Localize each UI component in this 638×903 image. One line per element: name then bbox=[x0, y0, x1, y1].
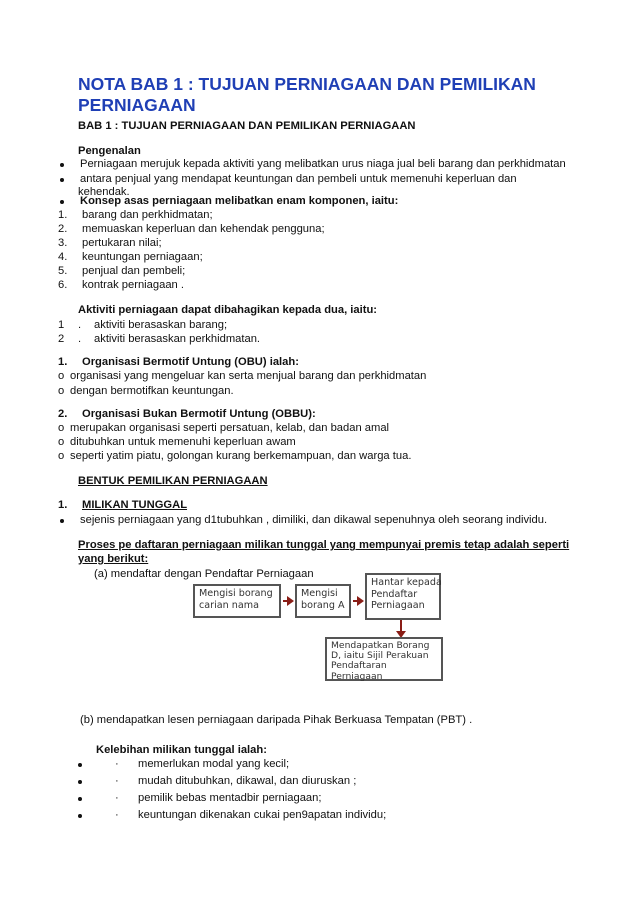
list-number: 1. bbox=[58, 356, 68, 368]
obu-item: organisasi yang mengeluar kan serta menjual barang dan perkhidmatan bbox=[70, 370, 427, 382]
flow-box-text: D, iaitu Sijil Perakuan bbox=[331, 650, 429, 662]
registration-flowchart bbox=[193, 571, 445, 681]
pengenalan-line: Perniagaan merujuk kepada aktiviti yang melibatkan urus niaga jual beli barang dan perkhidmatan bbox=[80, 158, 566, 170]
kelebihan-heading: Kelebihan milikan tunggal ialah: bbox=[96, 744, 267, 756]
bullet-icon bbox=[78, 763, 82, 767]
list-number: 5. bbox=[58, 265, 68, 277]
flow-box-borang-d bbox=[325, 637, 443, 681]
flow-box-text: Mengisi borang bbox=[199, 588, 273, 599]
list-number: 1 bbox=[58, 319, 65, 331]
list-number: 6. bbox=[58, 279, 68, 291]
konsep-heading: Konsep asas perniagaan melibatkan enam komponen, iaitu: bbox=[80, 195, 399, 207]
pengenalan-line: antara penjual yang mendapat keuntungan dan pembeli untuk memenuhi keperluan dan bbox=[80, 173, 517, 185]
mid-dot: · bbox=[115, 758, 119, 770]
circle-bullet-icon: o bbox=[58, 422, 65, 434]
list-item: pertukaran nilai; bbox=[82, 237, 162, 249]
list-item: keuntungan perniagaan; bbox=[82, 251, 203, 263]
kelebihan-item: memerlukan modal yang kecil; bbox=[138, 758, 290, 770]
obbu-item: seperti yatim piatu, golongan kurang berkemampuan, dan warga tua. bbox=[70, 450, 412, 462]
flow-box-text: borang A bbox=[301, 599, 345, 611]
bentuk-heading: BENTUK PEMILIKAN PERNIAGAAN bbox=[78, 475, 268, 487]
kelebihan-item: keuntungan dikenakan cukai pen9apatan individu; bbox=[138, 809, 387, 821]
bullet-icon bbox=[78, 797, 82, 801]
proses-heading: Proses pe daftaran perniagaan milikan tunggal yang mempunyai premis tetap adalah seperti bbox=[78, 539, 570, 551]
flow-box-text: Perniagaan bbox=[371, 600, 425, 611]
mid-dot: · bbox=[115, 792, 119, 804]
document-subtitle: BAB 1 : TUJUAN PERNIAGAAN DAN PEMILIKAN PERNIAGAAN bbox=[78, 120, 416, 132]
list-item: kontrak perniagaan . bbox=[82, 279, 184, 291]
bullet-icon bbox=[60, 178, 64, 182]
flow-box-text: Hantar kepada bbox=[371, 577, 442, 588]
circle-bullet-icon: o bbox=[58, 450, 65, 462]
list-dot: . bbox=[78, 319, 82, 331]
milikan-tunggal-heading: MILIKAN TUNGGAL bbox=[82, 499, 188, 511]
flow-box-text: Mengisi bbox=[301, 588, 338, 599]
bullet-icon bbox=[60, 519, 64, 523]
list-item: penjual dan pembeli; bbox=[82, 265, 186, 277]
list-item: barang dan perkhidmatan; bbox=[82, 209, 213, 221]
proses-heading-cont: yang berikut: bbox=[78, 553, 149, 565]
obbu-item: ditubuhkan untuk memenuhi keperluan awam bbox=[70, 436, 296, 448]
list-number: 1. bbox=[58, 499, 68, 511]
pengenalan-line: kehendak. bbox=[78, 186, 130, 198]
obbu-item: merupakan organisasi seperti persatuan, kelab, dan badan amal bbox=[70, 422, 390, 434]
obbu-heading: Organisasi Bukan Bermotif Untung (OBBU): bbox=[82, 408, 316, 420]
flow-box-text: carian nama bbox=[199, 599, 259, 611]
flow-arrow bbox=[353, 600, 358, 602]
list-item: aktiviti berasaskan barang; bbox=[94, 319, 228, 331]
list-item: memuaskan keperluan dan kehendak pengguna; bbox=[82, 223, 325, 235]
flow-arrow bbox=[400, 620, 402, 632]
pengenalan-heading: Pengenalan bbox=[78, 145, 141, 157]
list-number: 1. bbox=[58, 209, 68, 221]
circle-bullet-icon: o bbox=[58, 370, 65, 382]
bullet-icon bbox=[78, 814, 82, 818]
bullet-icon bbox=[60, 200, 64, 204]
kelebihan-item: pemilik bebas mentadbir perniagaan; bbox=[138, 792, 322, 804]
list-number: 2 bbox=[58, 333, 65, 345]
list-number: 3. bbox=[58, 237, 68, 249]
list-number: 4. bbox=[58, 251, 68, 263]
obu-heading: Organisasi Bermotif Untung (OBU) ialah: bbox=[82, 356, 299, 368]
list-number: 2. bbox=[58, 223, 68, 235]
flow-box-text: Mendapatkan Borang bbox=[331, 640, 430, 651]
list-item: aktiviti berasaskan perkhidmatan. bbox=[94, 333, 261, 345]
list-number: 2. bbox=[58, 408, 68, 420]
circle-bullet-icon: o bbox=[58, 436, 65, 448]
flow-box-hantar bbox=[365, 573, 441, 620]
document-title: NOTA BAB 1 : TUJUAN PERNIAGAAN DAN PEMILIKAN PERNIAGAAN bbox=[78, 74, 536, 115]
flow-box-text: Perniagaan bbox=[331, 670, 383, 682]
obu-item: dengan bermotifkan keuntungan. bbox=[70, 385, 234, 397]
milikan-tunggal-desc: sejenis perniagaan yang d1tubuhkan , dimiliki, dan dikawal sepenuhnya oleh seorang individu. bbox=[80, 514, 548, 526]
mid-dot: · bbox=[115, 809, 119, 821]
flow-box-text: Pendaftar bbox=[371, 588, 418, 600]
aktiviti-heading: Aktiviti perniagaan dapat dibahagikan kepada dua, iaitu: bbox=[78, 304, 378, 316]
step-a: (a) mendaftar dengan Pendaftar Perniagaan bbox=[94, 568, 314, 580]
flow-box-borang-a bbox=[295, 584, 351, 618]
step-b: (b) mendapatkan lesen perniagaan daripada Pihak Berkuasa Tempatan (PBT) . bbox=[80, 714, 473, 726]
list-dot: . bbox=[78, 333, 82, 345]
flow-arrow bbox=[283, 600, 288, 602]
bullet-icon bbox=[78, 780, 82, 784]
bullet-icon bbox=[60, 163, 64, 167]
flow-box-borang-carian bbox=[193, 584, 281, 618]
mid-dot: · bbox=[115, 775, 119, 787]
flow-box-text: Pendaftaran bbox=[331, 660, 387, 672]
kelebihan-item: mudah ditubuhkan, dikawal, dan diuruskan ; bbox=[138, 775, 357, 787]
circle-bullet-icon: o bbox=[58, 385, 65, 397]
